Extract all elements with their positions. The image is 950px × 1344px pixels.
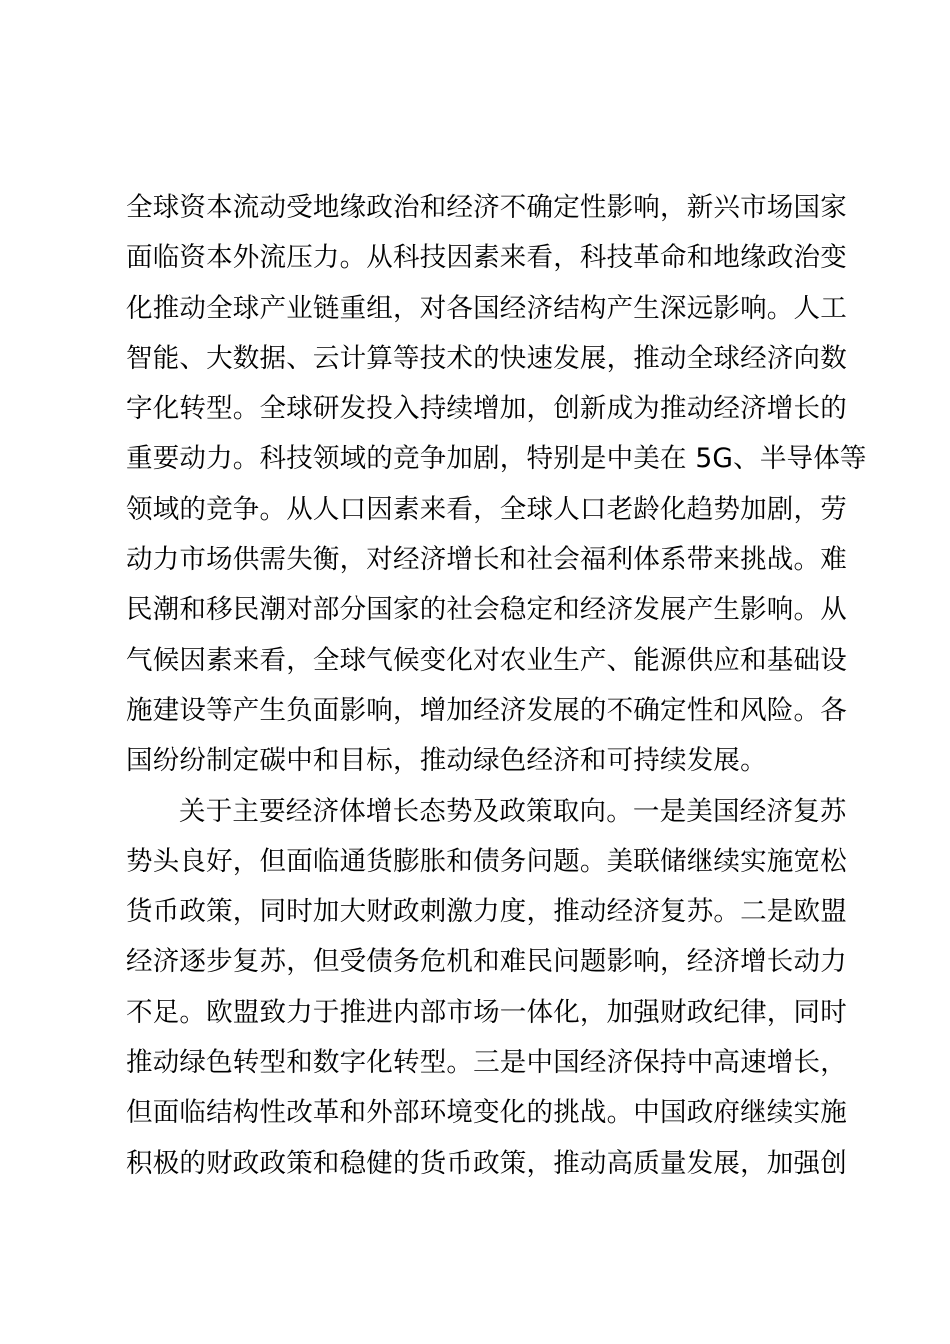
paragraph-2-line-7: 但面临结构性改革和外部环境变化的挑战。中国政府继续实施: [126, 1097, 847, 1129]
paragraph-1-line-12: 国纷纷制定碳中和目标，推动绿色经济和可持续发展。: [126, 745, 767, 777]
paragraph-2-line-8: 积极的财政政策和稳健的货币政策，推动高质量发展，加强创: [126, 1147, 847, 1179]
document-body: [126, 183, 867, 1189]
paragraph-2-line-4: 经济逐步复苏，但受债务危机和难民问题影响，经济增长动力: [126, 946, 847, 978]
paragraph-1-line-9: 民潮和移民潮对部分国家的社会稳定和经济发展产生影响。从: [126, 594, 847, 626]
paragraph-2-line-3: 货币政策，同时加大财政刺激力度，推动经济复苏。二是欧盟: [126, 896, 847, 928]
paragraph-1-line-7: 领域的竞争。从人口因素来看，全球人口老龄化趋势加剧，劳: [126, 493, 847, 525]
paragraph-1-line-3: 化推动全球产业链重组，对各国经济结构产生深远影响。人工: [126, 292, 847, 324]
paragraph-2-line-5: 不足。欧盟致力于推进内部市场一体化，加强财政纪律，同时: [126, 996, 847, 1028]
paragraph-1-line-2: 面临资本外流压力。从科技因素来看，科技革命和地缘政治变: [126, 242, 847, 274]
paragraph-1-line-10: 气候因素来看，全球气候变化对农业生产、能源供应和基础设: [126, 644, 847, 676]
paragraph-1-line-6: 重要动力。科技领域的竞争加剧，特别是中美在 5G、半导体等: [126, 443, 867, 475]
paragraph-2-line-6: 推动绿色转型和数字化转型。三是中国经济保持中高速增长，: [126, 1047, 847, 1079]
paragraph-1-line-11: 施建设等产生负面影响，增加经济发展的不确定性和风险。各: [126, 694, 847, 726]
paragraph-1-line-4: 智能、大数据、云计算等技术的快速发展，推动全球经济向数: [126, 342, 847, 374]
paragraph-1-line-8: 动力市场供需失衡，对经济增长和社会福利体系带来挑战。难: [126, 544, 847, 576]
paragraph-2-line-1: 关于主要经济体增长态势及政策取向。一是美国经济复苏: [179, 795, 847, 827]
paragraph-1-line-1: 全球资本流动受地缘政治和经济不确定性影响，新兴市场国家: [126, 192, 847, 223]
paragraph-1-line-5: 字化转型。全球研发投入持续增加，创新成为推动经济增长的: [126, 393, 847, 425]
paragraph-2-line-2: 势头良好，但面临通货膨胀和债务问题。美联储继续实施宽松: [126, 845, 847, 877]
